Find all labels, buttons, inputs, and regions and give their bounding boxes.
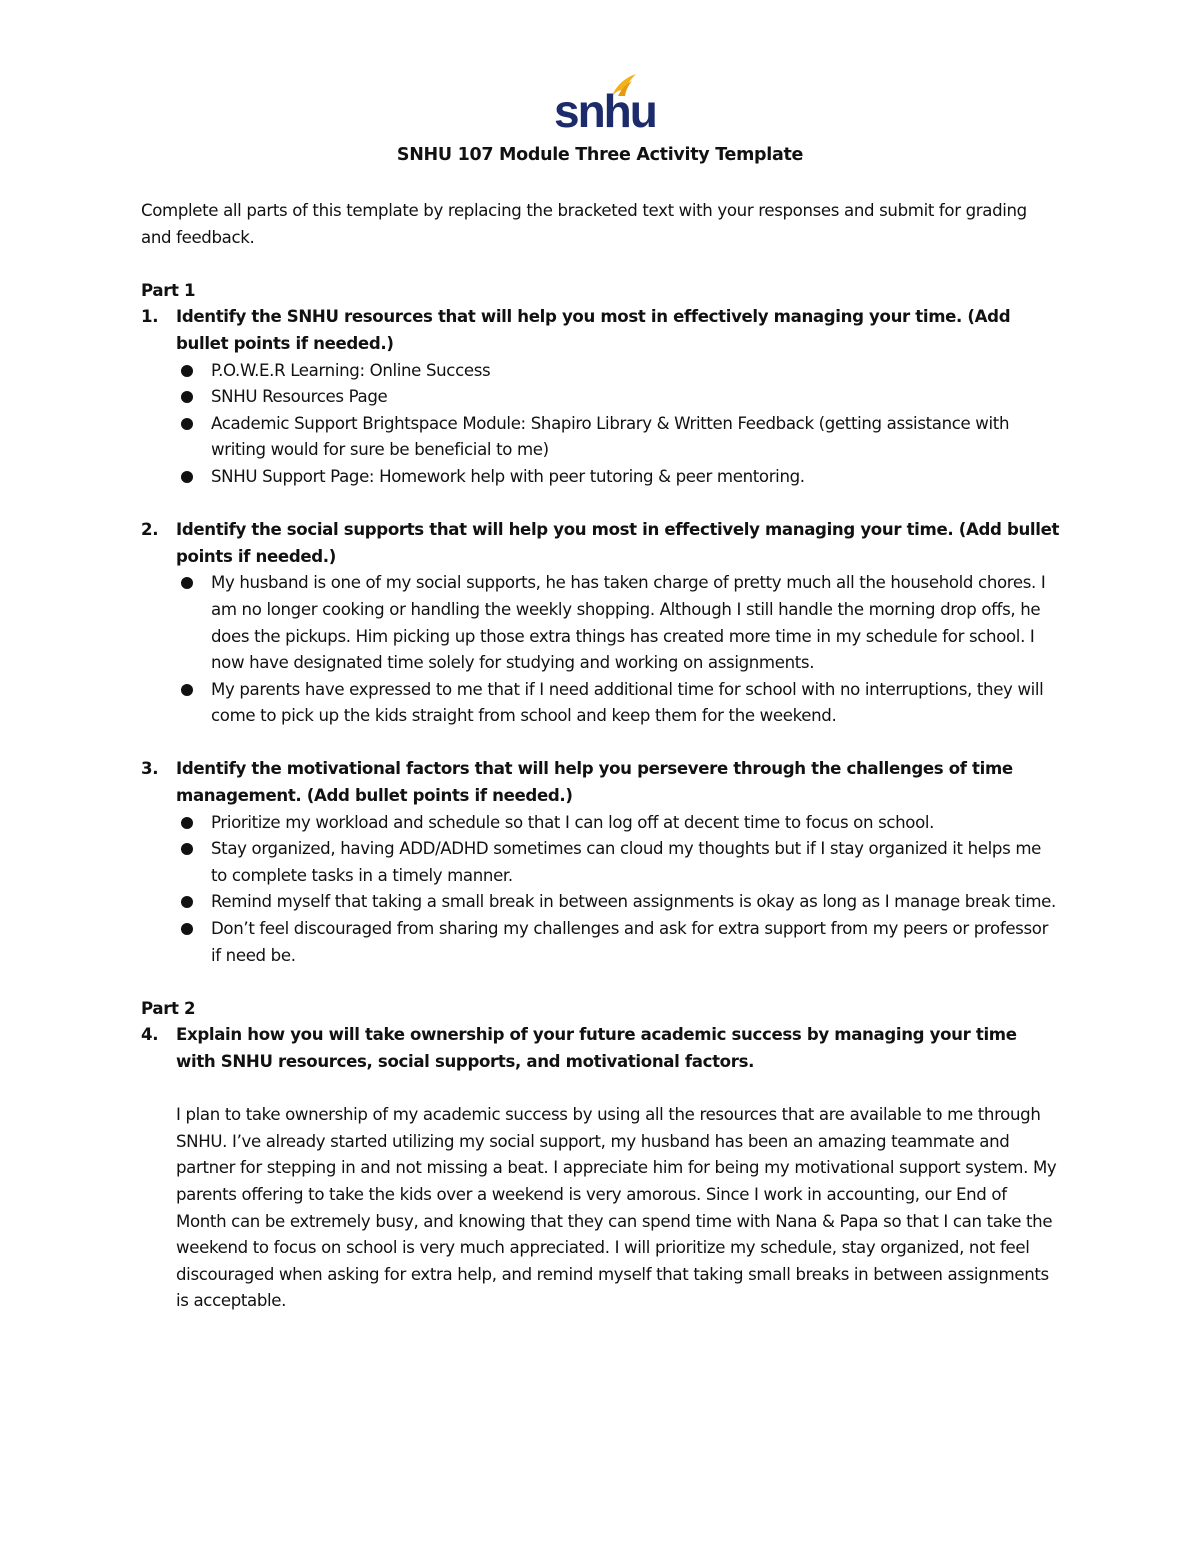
spacer: [141, 730, 1061, 757]
list-item: [141, 677, 1061, 730]
list-item: [141, 836, 1061, 889]
logo-wordmark: snhu: [554, 85, 656, 137]
bullet-icon: [181, 391, 193, 403]
question-text: Explain how you will take ownership of your future academic success by managing your time with SNHU resources, social supports, and motivational factors.: [176, 1025, 1017, 1071]
bullet-icon: [181, 577, 193, 589]
part-2-heading: Part 2: [141, 998, 196, 1018]
question-prompt: [141, 517, 1061, 570]
list-item: [141, 810, 1061, 837]
list-item-text: Remind myself that taking a small break in between assignments is okay as long as I manage break time.: [211, 892, 1056, 912]
list-item: [141, 411, 1061, 464]
list-item: [141, 916, 1061, 969]
page-title: SNHU 107 Module Three Activity Template: [396, 145, 804, 165]
question-1: [141, 304, 1061, 490]
question-number: 3.: [141, 759, 159, 779]
bullet-icon: [181, 365, 193, 377]
bullet-icon: [181, 418, 193, 430]
spacer: [141, 969, 1061, 996]
question-prompt: [141, 756, 1061, 809]
list-item-text: SNHU Resources Page: [211, 387, 388, 407]
question-prompt: [141, 304, 1061, 357]
part-1-heading: Part 1: [141, 280, 196, 300]
list-item: [141, 358, 1061, 385]
list-item-text: My parents have expressed to me that if I need additional time for school with no interruptions, they will come to pick up the kids straight from school and keep them for the weekend.: [211, 679, 1044, 726]
bullet-icon: [181, 684, 193, 696]
bullet-list: [141, 810, 1061, 970]
list-item: [141, 889, 1061, 916]
list-item-text: Prioritize my workload and schedule so that I can log off at decent time to focus on school.: [211, 812, 935, 832]
question-prompt: [141, 1022, 1061, 1075]
question-4: [141, 1022, 1061, 1315]
question-text: Identify the motivational factors that will help you persevere through the challenges of time management. (Add bullet points if needed.): [176, 759, 1013, 806]
bullet-icon: [181, 896, 193, 908]
instructions-text: Complete all parts of this template by replacing the bracketed text with your responses and submit for grading and feedback.: [141, 201, 1027, 247]
bullet-icon: [181, 817, 193, 829]
question-text: Identify the SNHU resources that will help you most in effectively managing your time. (Add bullet points if needed.): [176, 307, 1011, 353]
list-item: [141, 384, 1061, 411]
list-item-text: Stay organized, having ADD/ADHD sometimes can cloud my thoughts but if I stay organized it helps me to complete tasks in a timely manner.: [211, 839, 1042, 885]
question-text: Identify the social supports that will help you most in effectively managing your time. (Add bullet points if needed.): [176, 520, 1060, 566]
bullet-icon: [181, 923, 193, 935]
list-item-text: Don’t feel discouraged from sharing my challenges and ask for extra support from my peers or professor if need be.: [211, 919, 1049, 965]
question-2: [141, 517, 1061, 730]
bullet-icon: [181, 471, 193, 483]
bullet-icon: [181, 843, 193, 855]
list-item: [141, 570, 1061, 676]
question-3: [141, 756, 1061, 969]
list-item-text: SNHU Support Page: Homework help with peer tutoring & peer mentoring.: [211, 466, 805, 486]
answer-paragraph: I plan to take ownership of my academic success by using all the resources that are available to me through SNHU. I’ve already started utilizing my social support, my husband has been an amazing teammate and partner for stepping in and not missing a beat. I appreciate him for being my motivational support system. My parents offering to take the kids over a weekend is very amorous. Since I work in accounting, our End of Month can be extremely busy, and knowing that they can spend time with Nana & Papa so that I can take the weekend to focus on school is very much appreciated. I will prioritize my schedule, stay organized, not feel discouraged when asking for extra help, and remind myself that taking small breaks in between assignments is acceptable.: [176, 1105, 1057, 1311]
document-body: [141, 198, 1061, 1315]
list-item-text: Academic Support Brightspace Module: Shapiro Library & Written Feedback (getting assistance with writing would for sure be beneficial to me): [211, 413, 1010, 460]
list-item: [141, 464, 1061, 491]
question-number: 4.: [141, 1025, 159, 1045]
question-number: 2.: [141, 520, 159, 540]
question-number: 1.: [141, 307, 159, 327]
bullet-list: [141, 570, 1061, 730]
list-item-text: My husband is one of my social supports, he has taken charge of pretty much all the household chores. I am no longer cooking or handling the weekly shopping. Although I still handle the morning drop offs, he does the pickups. Him picking up those extra things has created more time in my schedule for school. I now have designated time solely for studying and working on assignments.: [211, 573, 1046, 673]
spacer: [141, 491, 1061, 518]
list-item-text: P.O.W.E.R Learning: Online Success: [211, 360, 491, 380]
bullet-list: [141, 358, 1061, 491]
snhu-logo: [554, 72, 656, 137]
spacer: [141, 1076, 1061, 1103]
